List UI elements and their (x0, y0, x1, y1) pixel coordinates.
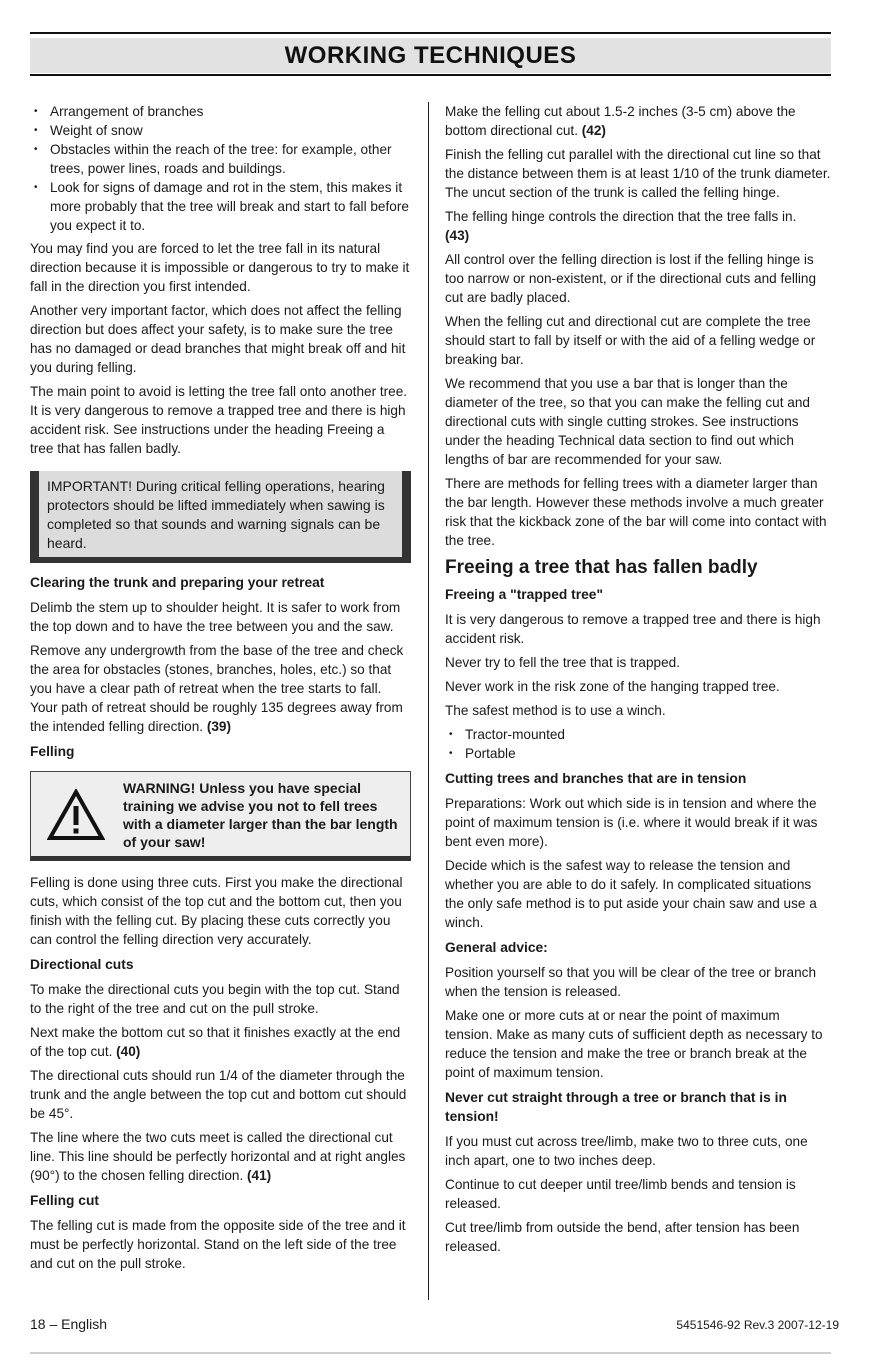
paragraph (445, 102, 831, 140)
paragraph: Preparations: Work out which side is in tension and where the point of maximum tension is (i.e. where it would break if it was bent even more). (445, 796, 818, 849)
paragraph: We recommend that you use a bar that is longer than the diameter of the tree, so that you can make the felling cut and directional cuts with single cutting strokes. See instructions under the heading Technical data section to find out which lengths of bar are recommended for your saw. (445, 376, 810, 467)
paragraph: It is very dangerous to remove a trapped tree and there is high accident risk. (445, 612, 821, 646)
paragraph (30, 641, 411, 736)
heading-tension: Cutting trees and branches that are in tension (445, 771, 747, 786)
list-item: • Tractor-mounted (445, 725, 831, 744)
section-header (30, 38, 831, 73)
header-underline (30, 74, 831, 76)
figure-ref: (41) (247, 1168, 272, 1183)
hazard-list (30, 102, 411, 235)
paragraph: Decide which is the safest way to release the tension and whether you are able to do it safely. In complicated situations the only safe method is to put aside your chain saw and use a winch. (445, 858, 817, 930)
paragraph: Another very important factor, which does not affect the felling direction but does affect your safety, is to make sure the tree has no damaged or dead branches that might break off and hit you during felling. (30, 303, 406, 375)
paragraph-text: Make the felling cut about 1.5-2 inches (3-5 cm) above the bottom directional cut. (445, 104, 796, 138)
right-column (445, 102, 831, 1261)
paragraph: The directional cuts should run 1/4 of the diameter through the trunk and the angle between the top cut and bottom cut should be 45°. (30, 1068, 407, 1121)
paragraph: To make the directional cuts you begin with the top cut. Stand to the right of the tree and cut on the pull stroke. (30, 982, 400, 1016)
paragraph: Felling is done using three cuts. First you make the directional cuts, which consist of the top cut and the bottom cut, then you finish with the felling cut. By placing these cuts correctly you can control the felling direction very accurately. (30, 875, 403, 947)
left-column (30, 102, 411, 1278)
important-notice (30, 471, 411, 563)
paragraph: If you must cut across tree/limb, make two to three cuts, one inch apart, one to two inches deep. (445, 1134, 808, 1168)
paragraph: Position yourself so that you will be clear of the tree or branch when the tension is released. (445, 965, 817, 999)
paragraph-text: The line where the two cuts meet is called the directional cut line. This line should be perfectly horizontal and at right angles (90°) to the chosen felling direction. (30, 1130, 406, 1183)
bottom-rule (30, 1352, 831, 1354)
paragraph: There are methods for felling trees with a diameter larger than the bar length. However these methods involve a much greater risk that the kickback zone of the bar will come into contact with the tree. (445, 476, 827, 548)
figure-ref: (39) (206, 719, 232, 734)
paragraph (30, 1023, 411, 1061)
list-item: • Obstacles within the reach of the tree: for example, other trees, power lines, roads and buildings. (30, 140, 411, 178)
paragraph: Make one or more cuts at or near the point of maximum tension. Make as many cuts of sufficient depth as necessary to reduce the tension and make the tree or branch break at the point of maximum tension. (445, 1008, 823, 1080)
warning-triangle-icon (35, 789, 117, 841)
paragraph: Never try to fell the tree that is trapped. (445, 655, 680, 670)
important-text: IMPORTANT! During critical felling operations, hearing protectors should be lifted immediately when sawing is completed so that sounds and warning signals can be heard. (47, 478, 385, 551)
heading-felling-cut: Felling cut (30, 1193, 99, 1208)
warning-text: WARNING! Unless you have special training we advise you not to fell trees with a diameter larger than the bar length of your saw! (123, 780, 398, 850)
paragraph: You may find you are forced to let the tree fall in its natural direction because it is impossible or dangerous to try to make it fall in the direction you first intended. (30, 241, 410, 294)
column-divider (428, 102, 429, 1300)
paragraph: All control over the felling direction is lost if the felling hinge is too narrow or non-existent, or if the directional cuts and felling cut are badly placed. (445, 252, 817, 305)
list-item: • Look for signs of damage and rot in the stem, this makes it more probably that the tree will break and start to fall before you expect it to. (30, 178, 411, 235)
heading-general-advice: General advice: (445, 940, 548, 955)
top-rule (30, 32, 831, 34)
figure-ref: (43) (445, 228, 470, 243)
paragraph: Never work in the risk zone of the hanging trapped tree. (445, 679, 780, 694)
paragraph-text: The felling hinge controls the direction that the tree falls in. (445, 209, 797, 224)
paragraph: Finish the felling cut parallel with the directional cut line so that the distance between them is at least 1/10 of the trunk diameter. The uncut section of the trunk is called the felling hinge. (445, 147, 831, 200)
page-title: WORKING TECHNIQUES (284, 42, 577, 69)
document-code: 5451546-92 Rev.3 2007-12-19 (676, 1318, 839, 1332)
paragraph: The main point to avoid is letting the tree fall onto another tree. It is very dangerous to remove a trapped tree and there is high accident risk. See instructions under the heading Freeing a tree that has fallen badly. (30, 384, 408, 456)
paragraph: The felling cut is made from the opposite side of the tree and it must be perfectly horizontal. Stand on the left side of the tree and cut on the pull stroke. (30, 1218, 406, 1271)
warning-notice (30, 771, 411, 861)
paragraph: Delimb the stem up to shoulder height. It is safer to work from the top down and to have the tree between you and the saw. (30, 600, 401, 634)
heading-clearing: Clearing the trunk and preparing your retreat (30, 575, 325, 590)
paragraph: Cut tree/limb from outside the bend, after tension has been released. (445, 1220, 800, 1254)
heading-felling: Felling (30, 744, 75, 759)
heading-trapped: Freeing a "trapped tree" (445, 587, 603, 602)
winch-list (445, 725, 831, 763)
paragraph (30, 1128, 411, 1185)
heading-freeing: Freeing a tree that has fallen badly (445, 557, 758, 578)
paragraph-text: Remove any undergrowth from the base of the tree and check the area for obstacles (stones, branches, holes, etc.) so that you have a clear path of retreat when the tree starts to fall. Your path of retreat should be roughly 135 degrees away from the intended felling direction. (30, 643, 404, 734)
paragraph-text: Next make the bottom cut so that it finishes exactly at the end of the top cut. (30, 1025, 401, 1059)
paragraph (445, 207, 831, 245)
heading-never-cut: Never cut straight through a tree or branch that is in tension! (445, 1090, 787, 1124)
heading-directional-cuts: Directional cuts (30, 957, 134, 972)
paragraph: When the felling cut and directional cut are complete the tree should start to fall by itself or with the aid of a felling wedge or breaking bar. (445, 314, 816, 367)
page-number: 18 – English (30, 1316, 108, 1332)
paragraph: The safest method is to use a winch. (445, 703, 666, 718)
list-item: • Weight of snow (30, 121, 411, 140)
figure-ref: (42) (581, 123, 606, 138)
list-item: • Arrangement of branches (30, 102, 411, 121)
paragraph: Continue to cut deeper until tree/limb bends and tension is released. (445, 1177, 796, 1211)
figure-ref: (40) (116, 1044, 141, 1059)
list-item: • Portable (445, 744, 831, 763)
